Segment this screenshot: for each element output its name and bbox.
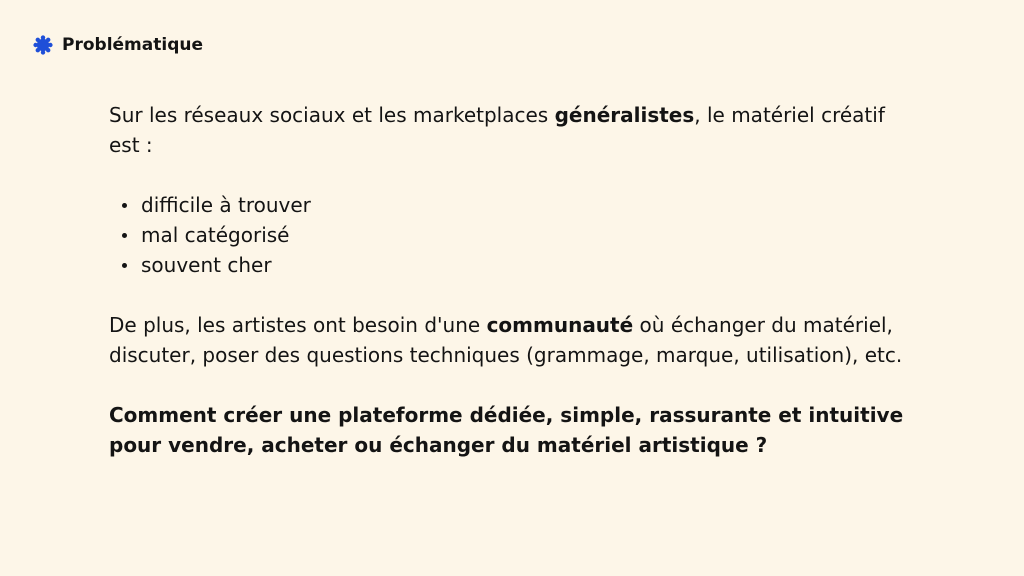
intro-paragraph — [109, 100, 919, 160]
intro-text-after: , le matériel créatif est : — [109, 103, 885, 157]
list-item: difficile à trouver — [109, 190, 919, 220]
list-item: mal catégorisé — [109, 220, 919, 250]
intro-text-before: Sur les réseaux sociaux et les marketplaces — [109, 103, 555, 127]
problem-list — [109, 190, 919, 280]
slide-content — [109, 100, 919, 460]
badge-star-icon — [33, 35, 53, 55]
key-question: Comment créer une plateforme dédiée, simple, rassurante et intuitive pour vendre, acheter ou échanger du matériel artistique ? — [109, 403, 904, 457]
community-paragraph — [109, 310, 919, 370]
community-text-after: où échanger du matériel, discuter, poser des questions techniques (grammage, marque, utilisation), etc. — [109, 313, 903, 367]
intro-emphasis: généralistes — [554, 103, 695, 127]
section-title: Problématique — [62, 35, 203, 55]
list-item: souvent cher — [109, 250, 919, 280]
community-text-before: De plus, les artistes ont besoin d'une — [109, 313, 487, 337]
community-emphasis: communauté — [486, 313, 634, 337]
slide-header — [33, 32, 203, 58]
